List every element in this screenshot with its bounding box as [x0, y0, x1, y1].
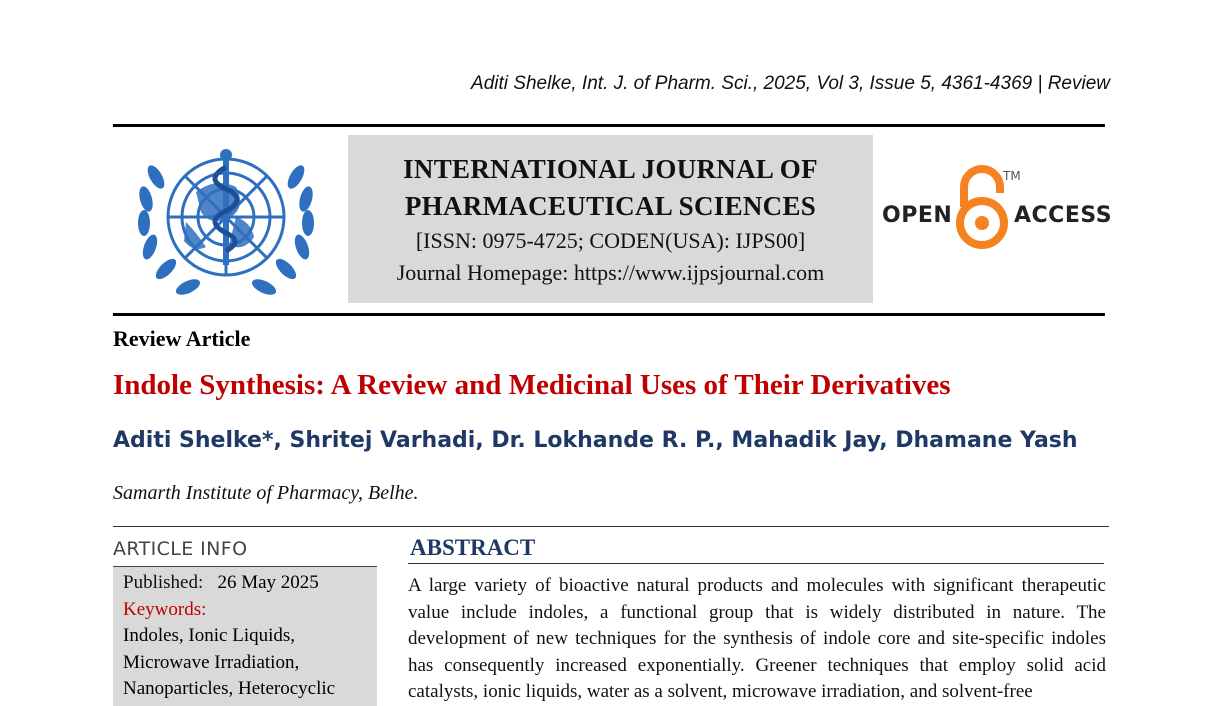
journal-name-line1: INTERNATIONAL JOURNAL OF	[403, 154, 818, 184]
article-title: Indole Synthesis: A Review and Medicinal Uses of Their Derivatives	[113, 369, 951, 401]
article-info-heading: ARTICLE INFO	[113, 538, 248, 560]
keywords-line: Microwave Irradiation,	[123, 651, 300, 673]
journal-homepage[interactable]: Journal Homepage: https://www.ijpsjournal.com	[396, 260, 825, 285]
open-access-word-open: OPEN	[882, 203, 953, 228]
published-row	[123, 570, 377, 597]
open-access-word-access: ACCESS	[1014, 203, 1113, 228]
open-access-logo	[880, 165, 1113, 255]
trademark-mark: TM	[1003, 169, 1021, 183]
section-divider	[113, 526, 1109, 527]
abstract-text: A large variety of bioactive natural products and molecules with significant therapeutic value include indoles, a functional group that is widely distributed in nature. The development of new techniques for the synthesis of indole core and site-specific indoles has consequently increased exponentially. Greener techniques that employ solid acid catalysts, ionic liquids, water as a solvent, microwave irradiation, and solvent-free	[408, 575, 1106, 702]
keywords-label: Keywords:	[123, 598, 207, 620]
journal-emblem-logo	[126, 137, 326, 307]
running-head: Aditi Shelke, Int. J. of Pharm. Sci., 2025, Vol 3, Issue 5, 4361-4369 | Review	[471, 73, 1110, 94]
article-info-box	[113, 566, 377, 706]
keywords-line: Nanoparticles, Heterocyclic	[123, 678, 336, 699]
affiliation: Samarth Institute of Pharmacy, Belhe.	[113, 482, 419, 504]
article-type: Review Article	[113, 326, 251, 351]
published-label: Published:	[123, 572, 204, 593]
header-top-rule	[113, 124, 1105, 127]
keywords-line: Indoles, Ionic Liquids,	[123, 625, 296, 646]
author-list: Aditi Shelke*, Shritej Varhadi, Dr. Lokhande R. P., Mahadik Jay, Dhamane Yash	[113, 428, 1078, 453]
published-date: 26 May 2025	[217, 572, 319, 593]
journal-issn: [ISSN: 0975-4725; CODEN(USA): IJPS00]	[415, 228, 806, 253]
abstract-rule	[408, 563, 1104, 564]
journal-title-box	[348, 135, 873, 303]
abstract-heading: ABSTRACT	[410, 535, 536, 560]
header-bottom-rule	[113, 313, 1105, 316]
journal-name-line2: PHARMACEUTICAL SCIENCES	[404, 191, 817, 221]
